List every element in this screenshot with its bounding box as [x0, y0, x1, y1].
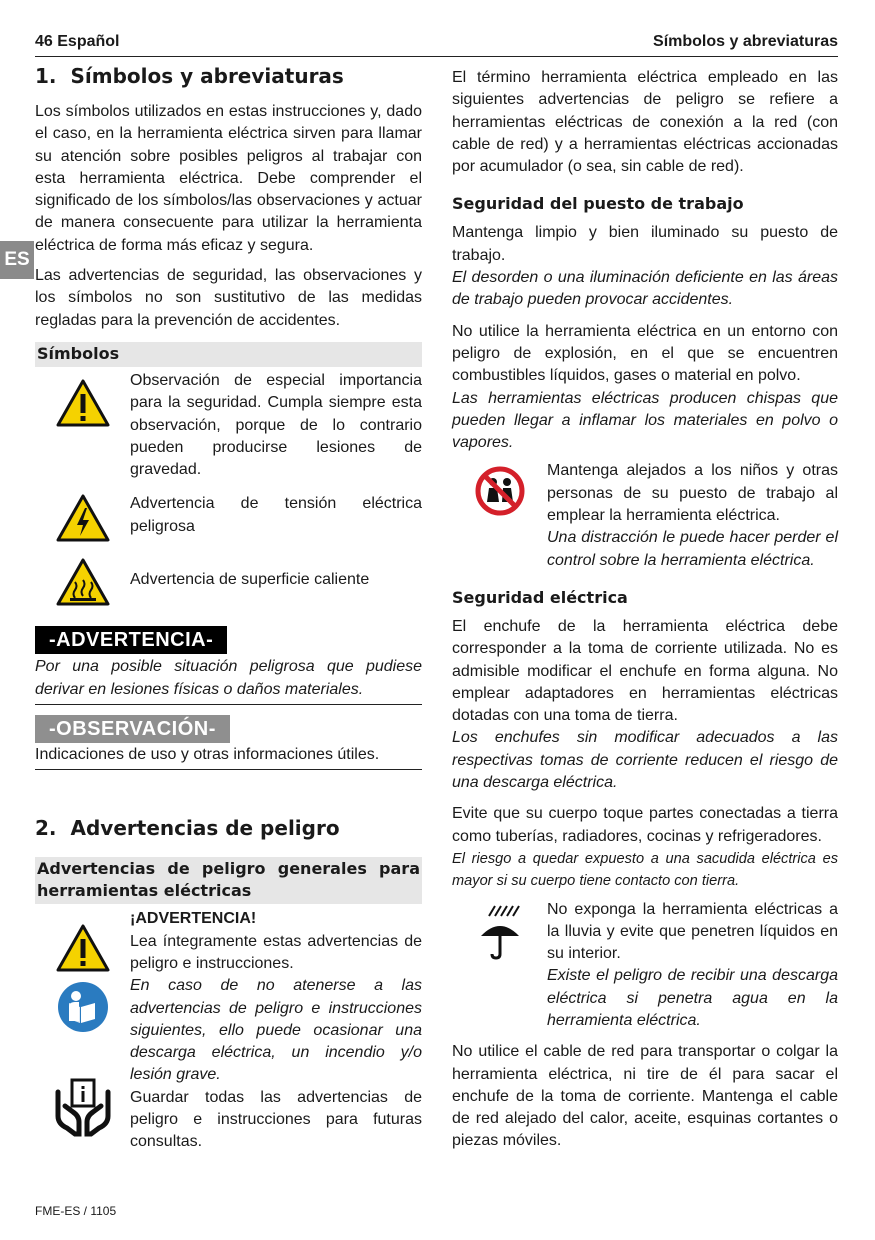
- electrical-para-2: Evite que su cuerpo toque partes conectadas a tierra como tuberías, radiadores, cocinas y refrigeradores.: [452, 805, 838, 845]
- left-column: [35, 64, 422, 1154]
- section-1-heading: [35, 64, 422, 88]
- section-2-title: Advertencias de peligro: [70, 816, 340, 841]
- header-divider: [35, 56, 838, 57]
- workplace-para-2: No utilice la herramienta eléctrica en un entorno con peligro de explosión, en el que se encuentren combustibles líquidos, gases o material en polvo.: [452, 322, 838, 385]
- intro-paragraph: El término herramienta eléctrica empleado en las siguientes advertencias de peligro se refiere a herramientas eléctricas de conexión a la red (con cable de red) y a herramientas eléctricas accionadas por acumulador (o sea, sin cable de red).: [452, 69, 838, 176]
- children-text: Mantenga alejados a los niños y otras personas de su puesto de trabajo al emplear la herramienta eléctrica.: [547, 462, 838, 525]
- warning-block: [35, 908, 422, 1153]
- workplace-para-1-italic: El desorden o una iluminación deficiente en las áreas de trabajo pueden provocar accidentes.: [452, 269, 838, 309]
- warning-triangle-icon: [56, 924, 110, 977]
- section-1-title: Símbolos y abreviaturas: [70, 64, 344, 88]
- keep-instructions-icon: [55, 1078, 111, 1143]
- electrical-para-2-italic: El riesgo a quedar expuesto a una sacudida eléctrica es mayor si su cuerpo tiene contacto con tierra.: [452, 850, 838, 890]
- read-manual-icon: [57, 981, 109, 1038]
- right-column: [452, 67, 838, 1153]
- rain-block: [452, 899, 838, 1033]
- advertencia-text: Por una posible situación peligrosa que pudiese derivar en lesiones físicas o daños materiales.: [35, 658, 422, 698]
- warning-texts: [130, 908, 422, 1153]
- no-children-icon: [452, 460, 547, 571]
- section-1-number: 1.: [35, 64, 57, 88]
- language-side-tab: ES: [0, 241, 34, 279]
- symbol-row: [35, 493, 422, 542]
- symbol-text: Observación de especial importancia para la seguridad. Cumpla siempre esta observación, porque de lo contrario pueden producirse lesiones de gravedad.: [130, 371, 422, 479]
- section-2-heading: [35, 816, 422, 840]
- rain-text: No exponga la herramienta eléctricas a la lluvia y evite que penetren líquidos en su interior.: [547, 900, 838, 963]
- children-texts: [547, 460, 838, 571]
- general-warnings-heading: Advertencias de peligro generales para herramientas eléctricas: [35, 857, 422, 904]
- hot-surface-icon: [35, 558, 130, 606]
- symbols-heading: Símbolos: [35, 342, 422, 367]
- observacion-label: -OBSERVACIÓN-: [35, 715, 230, 743]
- children-block: [452, 460, 838, 571]
- symbol-row: [35, 561, 422, 606]
- rain-texts: [547, 899, 838, 1033]
- page-header-right: Símbolos y abreviaturas: [653, 33, 838, 50]
- symbol-text: Advertencia de tensión eléctrica peligrosa: [130, 495, 422, 535]
- electrical-para-1-italic: Los enchufes sin modificar adecuados a las respectivas tomas de corriente reducen el riesgo de una descarga eléctrica.: [452, 729, 838, 792]
- advertencia-box: [35, 626, 422, 654]
- electrical-para-1: El enchufe de la herramienta eléctrica debe corresponder a la toma de corriente utilizada. No es admisible modificar el enchufe en forma alguna. No emplear adaptadores en herramientas eléctricas dotadas con una toma de tierra.: [452, 617, 838, 725]
- page-footer: FME-ES / 1105: [35, 1204, 117, 1218]
- section-2-number: 2.: [35, 816, 57, 841]
- workplace-para-1: Mantenga limpio y bien iluminado su puesto de trabajo.: [452, 224, 838, 264]
- symbol-row: [35, 370, 422, 481]
- electric-voltage-icon: [35, 493, 130, 542]
- divider: [35, 769, 422, 770]
- page-header-left: 46 Español: [35, 33, 120, 50]
- observacion-text: Indicaciones de uso y otras informaciones útiles.: [35, 746, 380, 764]
- warning-italic-text: En caso de no atenerse a las advertencias de peligro e instrucciones siguientes, ello puede ocasionar una descarga eléctrica, un incendio y/o lesión grave.: [130, 977, 422, 1084]
- electrical-safety-heading: Seguridad eléctrica: [452, 587, 628, 607]
- workplace-para-2-italic: Las herramientas eléctricas producen chispas que pueden llegar a inflamar los materiales en polvo o vapores.: [452, 389, 838, 452]
- cable-paragraph: No utilice el cable de red para transportar o colgar la herramienta eléctrica, ni tire de él para sacar el enchufe de la toma de corriente. Mantenga el cable de red alejado del calor, aceite, esquinas cortantes o piezas móviles.: [452, 1043, 838, 1150]
- advertencia-label: -ADVERTENCIA-: [35, 626, 227, 654]
- keep-instructions-text: Guardar todas las advertencias de peligro e instrucciones para futuras consultas.: [130, 1088, 422, 1151]
- divider: [35, 704, 422, 705]
- section-1-para-1: Los símbolos utilizados en estas instrucciones y, dado el caso, en la herramienta eléctrica sirven para llamar su atención sobre posibles peligros al trabajar con esta herramienta eléctrica. Debe comprender el significado de los símbolos/las observaciones y actuar de manera consecuente para utilizar la herramienta eléctrica de forma más eficaz y segura.: [35, 103, 422, 254]
- protect-from-rain-icon: [452, 899, 547, 1033]
- warning-title: ¡ADVERTENCIA!: [130, 910, 257, 928]
- warning-triangle-icon: [35, 370, 130, 481]
- warning-icons: [35, 908, 130, 1153]
- workplace-safety-heading: Seguridad del puesto de trabajo: [452, 194, 744, 214]
- section-1-para-2: Las advertencias de seguridad, las observaciones y los símbolos no son sustitutivo de las medidas regladas para la prevención de accidentes.: [35, 267, 422, 329]
- warning-text: Lea íntegramente estas advertencias de peligro e instrucciones.: [130, 932, 422, 972]
- symbol-text: Advertencia de superficie caliente: [130, 571, 370, 589]
- children-italic-text: Una distracción le puede hacer perder el control sobre la herramienta eléctrica.: [547, 529, 838, 569]
- rain-italic-text: Existe el peligro de recibir una descarga eléctrica si penetra agua en la herramienta eléctrica.: [547, 967, 838, 1029]
- observacion-box: [35, 715, 422, 743]
